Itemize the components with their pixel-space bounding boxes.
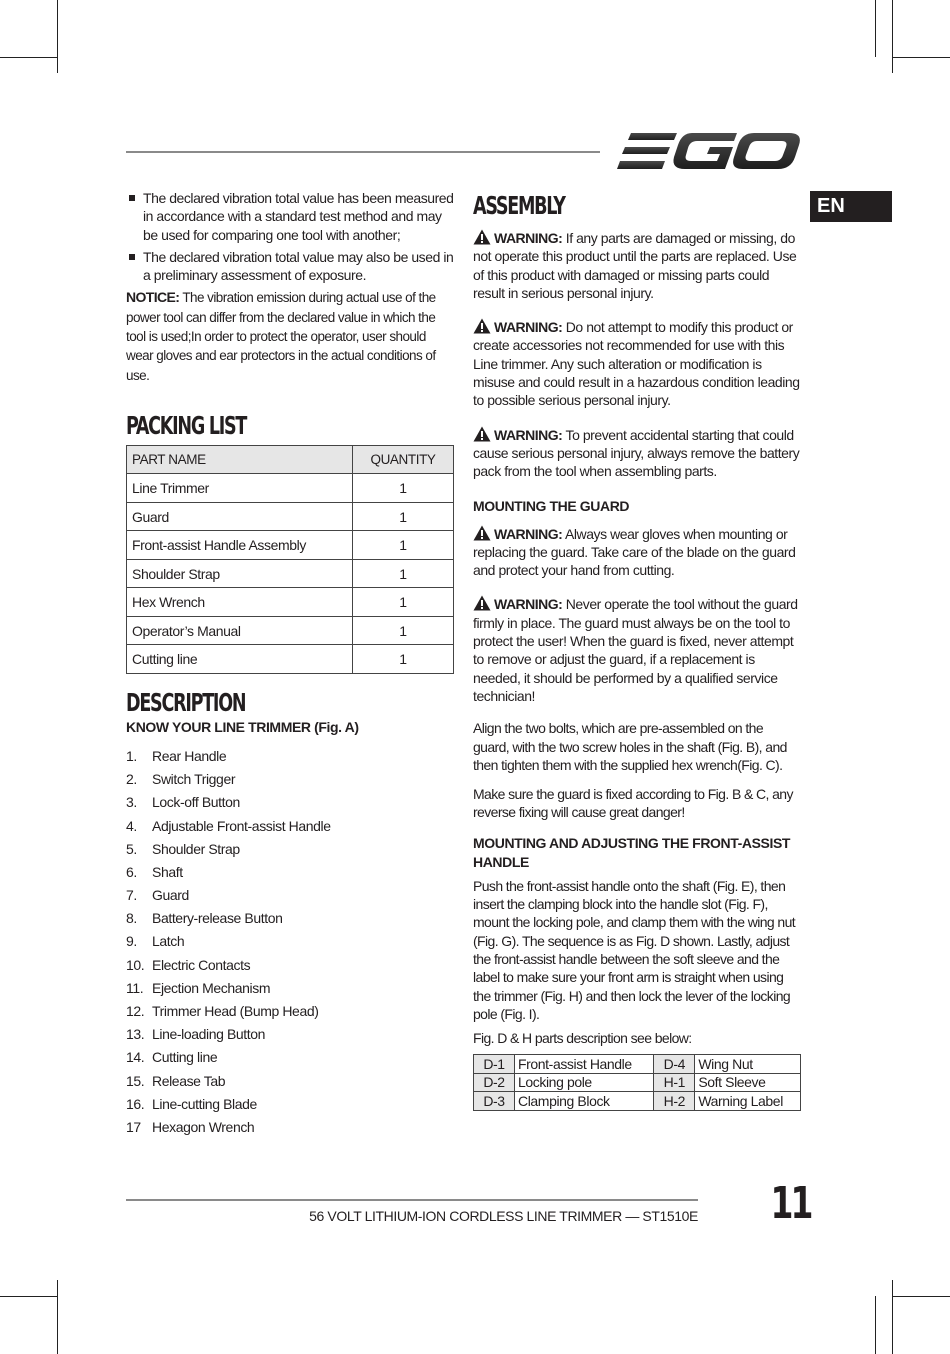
part-code-cell: D-2 [474,1073,515,1092]
part-desc-cell: Locking pole [515,1073,654,1092]
table-row [127,559,454,588]
packing-list-table [126,445,454,674]
column-header-part-name: PART NAME [127,445,353,474]
part-desc-cell: Clamping Block [515,1092,654,1111]
list-item: 7. Guard [126,887,189,904]
part-name-cell: Shoulder Strap [127,559,353,588]
part-name-cell: Front-assist Handle Assembly [127,531,353,560]
warning-label: WARNING: [494,596,563,613]
list-item: 14. Cutting line [126,1049,218,1066]
part-code-cell: D-4 [654,1055,695,1074]
list-item: 3. Lock-off Button [126,794,240,811]
header-rule [126,151,600,153]
warning-label: WARNING: [494,319,563,336]
part-desc-cell: Wing Nut [695,1055,801,1074]
quantity-cell: 1 [353,559,454,588]
bullet-square-icon [129,254,135,260]
list-item: 5. Shoulder Strap [126,840,240,857]
list-item: 11. Ejection Mechanism [126,979,271,996]
crop-mark [57,0,58,73]
part-desc-cell: Warning Label [695,1092,801,1111]
list-item: 4. Adjustable Front-assist Handle [126,817,331,834]
left-column [126,189,454,1139]
intro-bullet: The declared vibration total value has been measured in accordance with a standard test method and may be used for comparing one tool with another; [126,189,454,244]
list-item: 2. Switch Trigger [126,771,236,788]
part-name-cell: Hex Wrench [127,588,353,617]
front-handle-paragraph: Push the front-assist handle onto the shaft (Fig. E), then insert the clamping block into the handle slot (Fig. F), mount the locking pole, and clamp them with the wing nut (Fig. G). The sequence is as Fig. D shown. Lastly, adjust the front-assist handle between the soft sleeve and the label to make sure your front arm is straight when using the trimmer (Fig. H) and then lock the lever of the locking pole (Fig. I). [473,877,796,1022]
intro-bullet: The declared vibration total value may also be used in a preliminary assessment of exposure. [126,248,454,285]
footer-product-title: 56 VOLT LITHIUM-ION CORDLESS LINE TRIMMER — ST1510E [309,1208,698,1224]
warning-triangle-icon [473,229,491,245]
quantity-cell: 1 [353,616,454,645]
warning-triangle-icon [473,525,491,541]
part-code-cell: H-1 [654,1073,695,1092]
fig-parts-table [473,1054,801,1111]
quantity-cell: 1 [353,588,454,617]
crop-mark [875,0,876,57]
description-subtitle: KNOW YOUR LINE TRIMMER (Fig. A) [126,718,359,735]
crop-mark [57,1280,58,1354]
mounting-guard-title: MOUNTING THE GUARD [473,497,630,514]
warning-triangle-icon [473,595,491,611]
list-item: 12. Trimmer Head (Bump Head) [126,1003,319,1020]
warning-paragraph: WARNING: To prevent accidental starting that could cause serious personal injury, always remove the battery pack from the tool when assembling parts. [473,426,800,480]
quantity-cell: 1 [353,502,454,531]
list-item: 9. Latch [126,933,185,950]
part-code-cell: H-2 [654,1092,695,1111]
part-name-cell: Line Trimmer [127,474,353,503]
table-row [474,1092,801,1111]
list-item: 8. Battery-release Button [126,910,283,927]
ego-logo [617,131,800,171]
crop-mark [0,57,57,58]
table-row [127,531,454,560]
description-title: DESCRIPTION [126,687,246,717]
warning-label: WARNING: [494,426,563,443]
table-row [474,1055,801,1074]
quantity-cell: 1 [353,531,454,560]
table-row [474,1073,801,1092]
warning-paragraph: WARNING: If any parts are damaged or missing, do not operate this product until the parts are replaced. Use of this product with damaged or missing parts could result in serious personal injury. [473,230,797,301]
part-code-cell: D-3 [474,1092,515,1111]
list-item: 16. Line-cutting Blade [126,1095,257,1112]
notice-text: The vibration emission during actual use of the power tool can differ from the declared value in which the tool is used;In order to protect the operator, user should wear gloves and ear protectors in the actual conditions of use. [126,290,436,383]
notice-paragraph [126,288,454,384]
warning-paragraph: WARNING: Always wear gloves when mounting or replacing the guard. Take care of the blade on the guard and protect your hand from cutting. [473,525,796,579]
list-item: 13. Line-loading Button [126,1026,266,1043]
part-code-cell: D-1 [474,1055,515,1074]
table-row [127,474,454,503]
warning-label: WARNING: [494,230,563,246]
table-header-row [127,445,454,474]
table-row [127,645,454,674]
guard-paragraph: Align the two bolts, which are pre-assembled on the guard, with the two screw holes in the shaft (Fig. B), and then tighten them with the supplied hex wrench(Fig. C). [473,720,787,773]
crop-mark [892,1280,893,1354]
warning-paragraph: WARNING: Do not attempt to modify this product or create accessories not recommended for use with this Line trimmer. Any such alteration or modification is misuse and could result in a hazardous condition leading to possible serious personal injury. [473,319,800,409]
quantity-cell: 1 [353,645,454,674]
part-name-cell: Guard [127,502,353,531]
guard-paragraph: Make sure the guard is fixed according to Fig. B & C, any reverse fixing will cause great danger! [473,786,793,821]
table-row [127,588,454,617]
footer-rule [126,1199,698,1201]
language-tab: EN [810,191,892,222]
part-name-cell: Operator’s Manual [127,616,353,645]
warning-label: WARNING: [494,525,563,542]
crop-mark [875,1296,876,1354]
crop-mark [0,1296,57,1297]
list-item: 1. Rear Handle [126,747,227,764]
bullet-square-icon [129,195,135,201]
table-row [127,502,454,531]
right-column [473,189,802,1111]
list-item: 6. Shaft [126,863,183,880]
warning-triangle-icon [473,426,491,442]
list-item: 17 Hexagon Wrench [126,1118,255,1135]
front-handle-title: MOUNTING AND ADJUSTING THE FRONT-ASSIST HANDLE [473,834,791,870]
part-name-cell: Cutting line [127,645,353,674]
warning-paragraph: WARNING: Never operate the tool without the guard firmly in place. The guard must always be on the tool to protect the user! When the guard is fixed, never attempt to remove or adjust the guard, if a replacement is needed, it should be performed by a qualified service technician! [473,596,798,704]
assembly-title: ASSEMBLY [473,191,565,220]
quantity-cell: 1 [353,474,454,503]
part-desc-cell: Front-assist Handle [515,1055,654,1074]
list-item: 15. Release Tab [126,1072,226,1089]
parts-list [126,745,454,1139]
crop-mark [892,1296,950,1297]
table-row [127,616,454,645]
page-number: 11 [770,1178,811,1229]
crop-mark [892,0,893,73]
notice-label: NOTICE: [126,289,180,306]
table-caption: Fig. D & H parts description see below: [473,1030,692,1047]
packing-list-title: PACKING LIST [126,410,247,440]
part-desc-cell: Soft Sleeve [695,1073,801,1092]
column-header-quantity: QUANTITY [353,445,454,474]
warning-triangle-icon [473,318,491,334]
list-item: 10. Electric Contacts [126,956,251,973]
crop-mark [892,57,950,58]
